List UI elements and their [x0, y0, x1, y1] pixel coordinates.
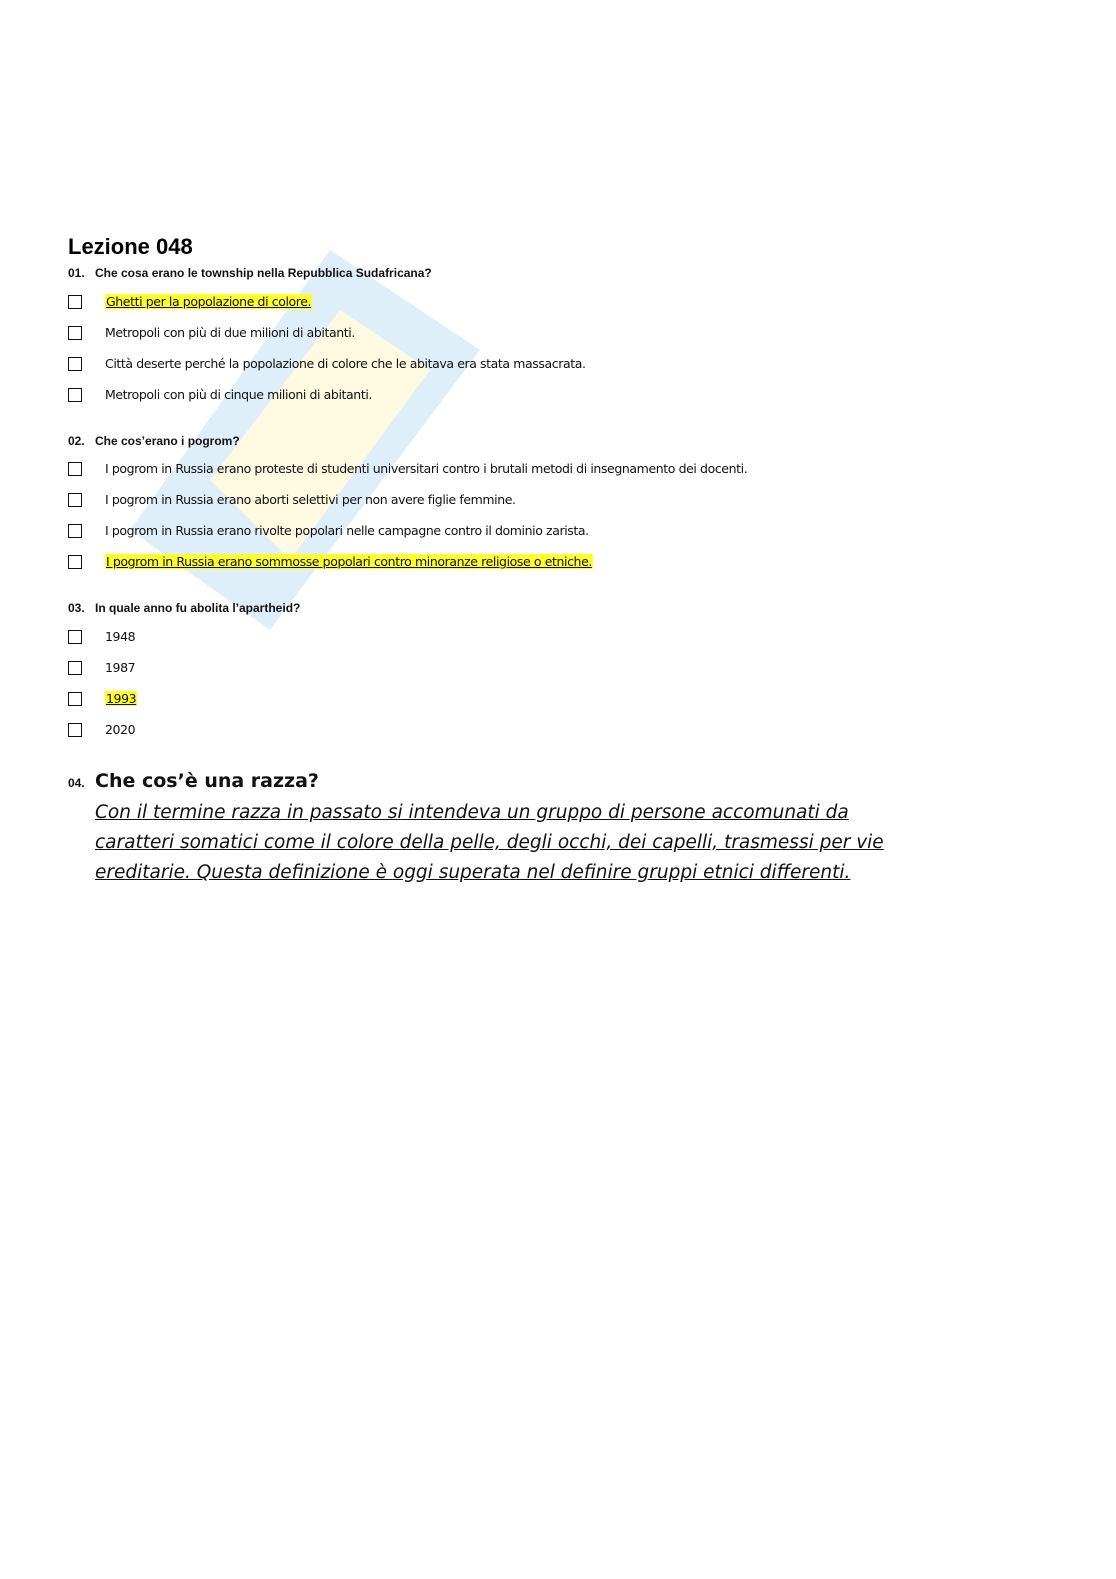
- checkbox[interactable]: [68, 661, 82, 675]
- option-text: I pogrom in Russia erano aborti selettivi per non avere figlie femmine.: [105, 492, 516, 507]
- option-text: 2020: [105, 722, 136, 737]
- question-02: [68, 434, 240, 448]
- question-number: 03.: [68, 601, 85, 615]
- answer-line: Con il termine razza in passato si intendeva un gruppo di persone accomunati da: [95, 802, 849, 823]
- question-01: [68, 266, 432, 280]
- question-text: In quale anno fu abolita l’apartheid?: [95, 601, 301, 615]
- checkbox[interactable]: [68, 388, 82, 402]
- option-text: Metropoli con più di cinque milioni di abitanti.: [105, 387, 372, 402]
- question-text: Che cos’è una razza?: [95, 770, 319, 792]
- checkbox[interactable]: [68, 357, 82, 371]
- question-number: 01.: [68, 266, 85, 280]
- option-text: Città deserte perché la popolazione di colore che le abitava era stata massacrata.: [105, 356, 586, 371]
- question-number: 04.: [68, 776, 85, 790]
- option-text: Ghetti per la popolazione di colore.: [106, 294, 312, 309]
- option-text: I pogrom in Russia erano proteste di studenti universitari contro i brutali metodi di insegnamento dei docenti.: [105, 461, 748, 476]
- option-text: 1948: [105, 629, 136, 644]
- question-text: Che cos’erano i pogrom?: [95, 434, 240, 448]
- option-text: 1987: [105, 660, 136, 675]
- question-number: 02.: [68, 434, 85, 448]
- checkbox[interactable]: [68, 630, 82, 644]
- question-03: [68, 601, 300, 615]
- checkbox[interactable]: [68, 462, 82, 476]
- checkbox[interactable]: [68, 555, 82, 569]
- answer-line: caratteri somatici come il colore della pelle, degli occhi, dei capelli, trasmessi per vie: [95, 832, 884, 853]
- answer-line: ereditarie. Questa definizione è oggi superata nel definire gruppi etnici differenti.: [95, 862, 851, 883]
- question-04: [68, 770, 319, 792]
- checkbox[interactable]: [68, 692, 82, 706]
- option-text: I pogrom in Russia erano rivolte popolari nelle campagne contro il dominio zarista.: [105, 523, 589, 538]
- question-text: Che cosa erano le township nella Repubblica Sudafricana?: [95, 266, 432, 280]
- checkbox[interactable]: [68, 493, 82, 507]
- option-text: 1993: [106, 691, 137, 706]
- option-text: I pogrom in Russia erano sommosse popolari contro minoranze religiose o etniche.: [106, 554, 592, 569]
- checkbox[interactable]: [68, 524, 82, 538]
- checkbox[interactable]: [68, 723, 82, 737]
- lesson-title: Lezione 048: [68, 234, 193, 259]
- open-answer: [95, 798, 895, 888]
- checkbox[interactable]: [68, 326, 82, 340]
- checkbox[interactable]: [68, 295, 82, 309]
- option-text: Metropoli con più di due milioni di abitanti.: [105, 325, 355, 340]
